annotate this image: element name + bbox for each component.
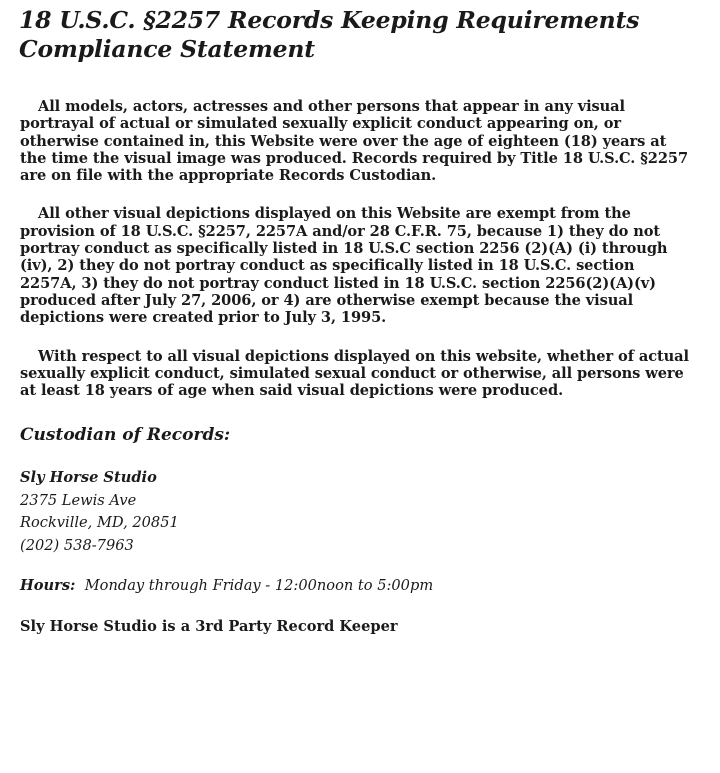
custodian-company: Sly Horse Studio [20,469,157,487]
custodian-address [20,467,690,557]
title-line-1: 18 U.S.C. §2257 Records Keeping Requirements [19,6,640,34]
page-title [19,6,690,64]
custodian-heading: Custodian of Records: [20,425,231,446]
custodian-street: 2375 Lewis Ave [20,491,137,509]
title-line-2: Compliance Statement [19,35,315,63]
custodian-phone: (202) 538-7963 [20,536,134,554]
custodian-city: Rockville, MD, 20851 [20,514,179,532]
statement-paragraph-2: All other visual depictions displayed on this Website are exempt from the provision of 18 U.S.C. §2257, 2257A and/or 28 C.F.R. 75, because 1) they do not portray conduct as specifically listed in 18 U.S.C section 2256 (2)(A) (i) through (iv), 2) they do not portray conduct as specifically listed in 18 U.S.C. section 2257A, 3) they do not portray conduct listed in 18 U.S.C. section 2256(2)(A)(v) produced after July 27, 2006, or 4) are otherwise exempt because the visual depictions were created prior to July 3, 1995. [20,205,668,327]
hours-line [20,575,690,597]
record-keeper-note: Sly Horse Studio is a 3rd Party Record Keeper [20,618,398,636]
hours-label: Hours: [20,577,76,595]
hours-value: Monday through Friday - 12:00noon to 5:00pm [84,577,434,595]
statement-paragraph-3: With respect to all visual depictions displayed on this website, whether of actual sexually explicit conduct, simulated sexual conduct or otherwise, all persons were at least 18 years of age when said visual depictions were produced. [20,347,689,400]
statement-paragraph-1: All models, actors, actresses and other persons that appear in any visual portrayal of actual or simulated sexually explicit conduct appearing on, or otherwise contained in, this Website were over the age of eighteen (18) years at the time the visual image was produced. Records required by Title 18 U.S.C. §2257 are on file with the appropriate Records Custodian. [20,98,689,185]
